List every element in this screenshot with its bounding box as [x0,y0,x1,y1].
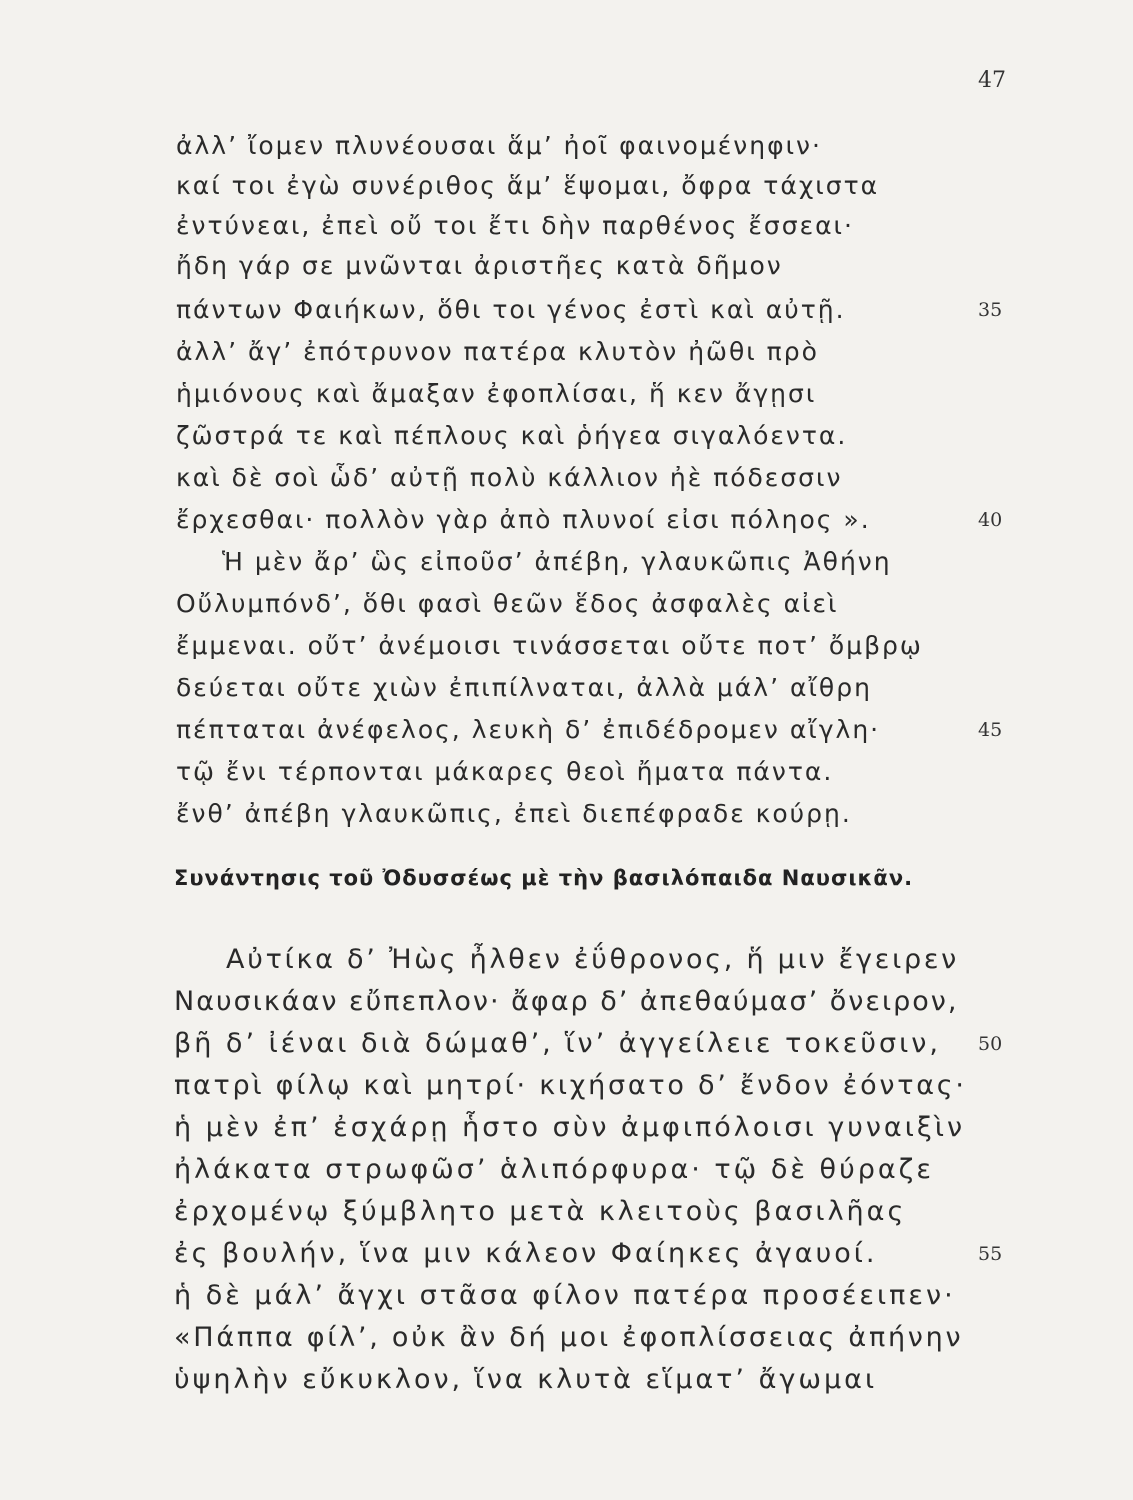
verse-line [0,1318,1133,1358]
line-number: 40 [978,509,1003,531]
section-heading: Συνάντησις τοῦ Ὀδυσσέως μὲ τὴν βασιλόπαιδα Ναυσικᾶν. [174,866,914,890]
verse-line [0,710,1133,750]
verse-text: ἀλλ’ ἴομεν πλυνέουσαι ἅμ’ ἠοῖ φαινομένηφιν· [176,131,822,160]
verse-line [0,626,1133,666]
verse-text: ἡ δὲ μάλ’ ἄγχι στᾶσα φίλον πατέρα προσέειπεν· [174,1280,956,1311]
verse-text: πάντων Φαιήκων, ὅθι τοι γένος ἐστὶ καὶ αὐτῇ. [176,295,846,324]
verse-line [0,1360,1133,1400]
verse-text: ἠλάκατα στρωφῶσ’ ἁλιπόρφυρα· τῷ δὲ θύραζε [174,1154,934,1185]
verse-text: Ἡ μὲν ἄρ’ ὣς εἰποῦσ’ ἀπέβη, γλαυκῶπις Ἀθήνη [222,547,892,576]
verse-line [0,1192,1133,1232]
verse-text: καί τοι ἐγὼ συνέριθος ἅμ’ ἕψομαι, ὄφρα τάχιστα [176,171,880,200]
verse-text: ἡ μὲν ἐπ’ ἐσχάρῃ ἧστο σὺν ἀμφιπόλοισι γυναιξὶν [174,1112,966,1143]
verse-line [0,458,1133,498]
verse-line [0,246,1133,286]
verse-line [0,332,1133,372]
verse-text: δεύεται οὔτε χιὼν ἐπιπίλναται, ἀλλὰ μάλ’ αἴθρη [176,673,872,702]
verse-text: πέπταται ἀνέφελος, λευκὴ δ’ ἐπιδέδρομεν αἴγλη· [176,715,881,744]
verse-line [0,940,1133,980]
verse-text: ὑψηλὴν εὔκυκλον, ἵνα κλυτὰ εἵματ’ ἄγωμαι [174,1364,878,1395]
verse-line [0,126,1133,166]
verse-text: τῷ ἔνι τέρπονται μάκαρες θεοὶ ἤματα πάντα. [176,757,834,786]
verse-text: ἀλλ’ ἄγ’ ἐπότρυνον πατέρα κλυτὸν ἠῶθι πρὸ [176,337,819,366]
verse-line [0,1276,1133,1316]
verse-text: «Πάππα φίλ’, οὐκ ἂν δή μοι ἐφοπλίσσειας ἀπήνην [174,1322,964,1353]
verse-line [0,1066,1133,1106]
verse-text: καὶ δὲ σοὶ ὧδ’ αὐτῇ πολὺ κάλλιον ἠὲ πόδεσσιν [176,463,843,492]
verse-line [0,1234,1133,1274]
verse-line [0,752,1133,792]
verse-line [0,1024,1133,1064]
verse-text: ἤδη γάρ σε μνῶνται ἀριστῆες κατὰ δῆμον [176,251,783,280]
verse-line [0,584,1133,624]
page-number: 47 [978,68,1006,93]
line-number: 45 [978,719,1003,741]
verse-text: ἔνθ’ ἀπέβη γλαυκῶπις, ἐπεὶ διεπέφραδε κούρῃ. [176,799,852,828]
verse-line [0,1150,1133,1190]
verse-line [0,668,1133,708]
verse-line [0,500,1133,540]
verse-line [0,166,1133,206]
verse-text: βῆ δ’ ἰέναι διὰ δώμαθ’, ἵν’ ἀγγείλειε τοκεῦσιν, [174,1028,941,1059]
verse-text: ζῶστρά τε καὶ πέπλους καὶ ῥήγεα σιγαλόεντα. [176,421,848,450]
verse-text: Αὐτίκα δ’ Ἠὼς ἦλθεν ἐΰθρονος, ἥ μιν ἔγειρεν [226,944,960,975]
verse-line [0,206,1133,246]
verse-line [0,290,1133,330]
verse-text: ἔρχεσθαι· πολλὸν γὰρ ἀπὸ πλυνοί εἰσι πόληος ». [176,505,871,534]
verse-text: ἔμμεναι. οὔτ’ ἀνέμοισι τινάσσεται οὔτε ποτ’ ὄμβρῳ [176,631,923,660]
verse-text: ἐρχομένῳ ξύμβλητο μετὰ κλειτοὺς βασιλῆας [174,1196,907,1227]
verse-line [0,794,1133,834]
verse-line [0,982,1133,1022]
line-number: 35 [978,299,1003,321]
verse-text: ἡμιόνους καὶ ἄμαξαν ἐφοπλίσαι, ἥ κεν ἄγῃσι [176,379,817,408]
verse-text: Οὔλυμπόνδ’, ὅθι φασὶ θεῶν ἕδος ἀσφαλὲς αἰεὶ [176,589,839,618]
verse-line [0,1108,1133,1148]
verse-line [0,374,1133,414]
line-number: 55 [978,1243,1003,1265]
verse-text: πατρὶ φίλῳ καὶ μητρί· κιχήσατο δ’ ἔνδον ἐόντας· [174,1070,967,1101]
verse-line [0,416,1133,456]
line-number: 50 [978,1033,1003,1055]
verse-text: ἐς βουλήν, ἵνα μιν κάλεον Φαίηκες ἀγαυοί. [174,1238,878,1269]
verse-text: Ναυσικάαν εὔπεπλον· ἄφαρ δ’ ἀπεθαύμασ’ ὄνειρον, [174,986,959,1017]
verse-text: ἐντύνεαι, ἐπεὶ οὔ τοι ἔτι δὴν παρθένος ἔσσεαι· [176,211,854,240]
verse-line [0,542,1133,582]
